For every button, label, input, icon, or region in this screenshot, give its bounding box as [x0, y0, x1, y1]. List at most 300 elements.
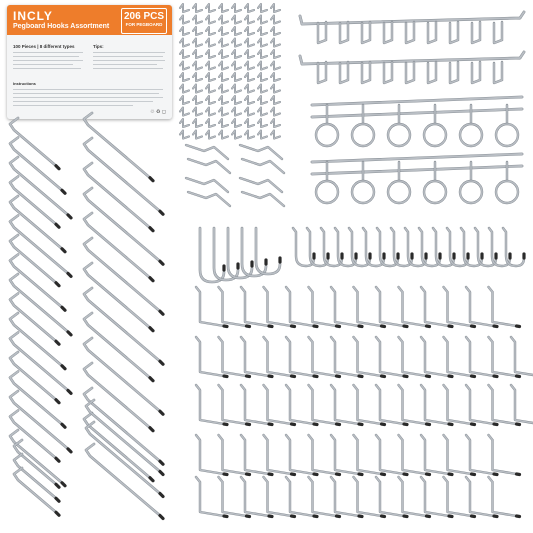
hook-tip: [472, 424, 475, 425]
l-hook-wire: [399, 435, 427, 474]
hook-tip: [62, 307, 65, 310]
l-hook-wire: [286, 385, 314, 424]
small-hook: [232, 39, 241, 47]
small-hook: [245, 96, 254, 104]
bar-rail: [300, 52, 524, 64]
bar-prong: [362, 22, 370, 43]
hook-tip: [292, 326, 295, 327]
l-hook-wire: [331, 287, 359, 326]
l-hook-row-2: [196, 337, 533, 377]
l-hook-wire: [264, 385, 292, 424]
hook-tip: [160, 411, 163, 414]
hook-tip: [150, 278, 153, 281]
l-hook: [489, 477, 520, 517]
small-hook: [193, 96, 202, 104]
l-hook-wire: [241, 337, 269, 376]
small-hook: [206, 4, 215, 12]
small-hook: [193, 62, 202, 70]
small-hook: [271, 62, 280, 70]
hook-tip: [314, 474, 317, 475]
bar-prong: [340, 22, 348, 43]
l-hook-wire: [219, 477, 247, 516]
long-hook: [84, 388, 163, 464]
double-bar-hooks: [300, 12, 524, 83]
small-hook: [232, 16, 241, 24]
hook-tip: [62, 366, 65, 369]
long-hook: [84, 338, 163, 414]
hook-tip: [427, 516, 430, 517]
small-hook: [180, 85, 189, 93]
l-hook-wire: [219, 435, 247, 474]
hook-tip: [269, 424, 272, 425]
hook-tip: [427, 376, 430, 377]
bar-prong: [384, 22, 392, 43]
small-hooks-grid: [180, 4, 280, 139]
l-hook-wire: [489, 287, 517, 326]
l-hook-wire: [309, 477, 337, 516]
small-hook: [258, 108, 267, 116]
small-hook: [258, 27, 267, 35]
hook-tip: [337, 516, 340, 517]
small-hook: [193, 73, 202, 81]
large-j-hook: [228, 228, 252, 278]
small-hook: [245, 50, 254, 58]
l-hook-wire: [241, 435, 269, 474]
l-hook-wire: [264, 287, 292, 326]
long-hook: [84, 288, 163, 364]
zigzag-clip-3: [186, 178, 230, 206]
l-hook-wire: [466, 337, 494, 376]
long-hook-wire: [10, 274, 68, 332]
l-hook-wire: [511, 337, 533, 376]
small-hook: [180, 131, 189, 139]
bar-prong: [318, 62, 326, 83]
j-hook-wire: [256, 228, 280, 274]
l-hook-wire: [444, 337, 472, 376]
hook-tip: [404, 326, 407, 327]
ring-rail: [312, 154, 522, 162]
hook-tip: [247, 326, 250, 327]
small-hook: [245, 108, 254, 116]
hook-tip: [160, 472, 163, 475]
l-hook-wire: [331, 435, 359, 474]
l-hook-wire: [219, 385, 247, 424]
small-hook: [206, 85, 215, 93]
hook-tip: [150, 178, 153, 181]
l-hook-wire: [331, 477, 359, 516]
hook-tip: [472, 474, 475, 475]
large-j-hook: [214, 228, 238, 280]
hook-tip: [224, 474, 227, 475]
hook-tip: [68, 332, 71, 335]
hook-tip: [404, 516, 407, 517]
l-hook-wire: [264, 435, 292, 474]
l-hook-wire: [489, 477, 517, 516]
hook-tip: [292, 424, 295, 425]
hook-tip: [337, 424, 340, 425]
hook-tip: [382, 474, 385, 475]
piece-count: 206 PCS: [123, 11, 165, 22]
l-hook-wire: [421, 435, 449, 474]
double-bar-hook-2: [300, 52, 524, 83]
small-hook: [271, 73, 280, 81]
j-hook-wire: [503, 228, 524, 266]
small-hook: [245, 85, 254, 93]
l-hook-wire: [421, 477, 449, 516]
hook-tip: [359, 424, 362, 425]
small-hook: [206, 73, 215, 81]
l-hook-wire: [399, 337, 427, 376]
small-hook: [271, 119, 280, 127]
l-hook-wire: [444, 287, 472, 326]
hook-tip: [68, 215, 71, 218]
hook-tip: [337, 376, 340, 377]
l-hooks-rows: [196, 287, 533, 517]
bar-prong: [450, 62, 458, 83]
l-hook-wire: [241, 477, 269, 516]
l-hook: [489, 287, 520, 327]
hook-tip: [269, 376, 272, 377]
l-hook-wire: [354, 477, 382, 516]
small-hook: [232, 119, 241, 127]
small-hook: [193, 119, 202, 127]
zigzag-clip-1: [186, 145, 230, 173]
small-hook: [232, 85, 241, 93]
l-hook-wire: [196, 385, 224, 424]
small-hook: [271, 131, 280, 139]
small-hook: [232, 96, 241, 104]
hook-tip: [494, 516, 497, 517]
hook-tip: [160, 494, 163, 497]
j-hook-wire: [200, 228, 224, 282]
hook-tip: [150, 378, 153, 381]
hook-tip: [359, 474, 362, 475]
small-hook: [193, 85, 202, 93]
l-hook-wire: [444, 477, 472, 516]
hook-tip: [292, 474, 295, 475]
small-hook: [206, 16, 215, 24]
l-hook-wire: [444, 385, 472, 424]
hook-tip: [404, 424, 407, 425]
long-hook: [84, 188, 163, 264]
hook-tip: [449, 376, 452, 377]
l-hook-wire: [421, 337, 449, 376]
hook-tip: [314, 424, 317, 425]
small-j-hook: [503, 228, 524, 266]
hook-tip: [427, 474, 430, 475]
hook-tip: [449, 424, 452, 425]
long-hook: [84, 138, 163, 214]
ring-rail: [312, 166, 522, 174]
hook-tip: [292, 516, 295, 517]
small-hook: [245, 4, 254, 12]
small-hook: [206, 27, 215, 35]
hook-tip: [224, 326, 227, 327]
small-hook: [180, 39, 189, 47]
l-hook-wire: [264, 477, 292, 516]
hook-tip: [494, 474, 497, 475]
hook-tip: [62, 483, 65, 486]
l-hook-row-1: [196, 287, 520, 327]
small-hook: [219, 4, 228, 12]
hook-tip: [517, 326, 520, 327]
bar-prong: [494, 22, 502, 43]
small-hook: [206, 62, 215, 70]
small-hook: [258, 119, 267, 127]
small-hook: [232, 73, 241, 81]
small-hook: [219, 85, 228, 93]
small-hook: [245, 62, 254, 70]
bar-prong: [494, 62, 502, 83]
hook-tip: [224, 424, 227, 425]
small-hook: [180, 50, 189, 58]
small-hook: [193, 27, 202, 35]
hook-tip: [62, 249, 65, 252]
l-hook-row-5: [196, 477, 520, 517]
small-hook: [193, 4, 202, 12]
j-hook-wire: [214, 228, 238, 280]
small-hook: [232, 131, 241, 139]
long-hook: [10, 157, 71, 218]
small-hook: [219, 108, 228, 116]
small-hook: [245, 27, 254, 35]
l-hook-wire: [489, 435, 517, 474]
hook-tip: [404, 376, 407, 377]
bar-prong: [362, 62, 370, 83]
hook-tip: [359, 326, 362, 327]
hook-tip: [160, 211, 163, 214]
double-bar-hook-1: [300, 12, 524, 43]
hook-tip: [56, 224, 59, 227]
small-hook: [206, 50, 215, 58]
small-hook: [232, 108, 241, 116]
hook-tip: [404, 474, 407, 475]
l-hook-wire: [511, 385, 533, 424]
hook-tip: [472, 326, 475, 327]
small-hook: [219, 73, 228, 81]
small-hook: [180, 96, 189, 104]
small-hook: [193, 131, 202, 139]
hook-tip: [150, 328, 153, 331]
l-hook-wire: [354, 287, 382, 326]
small-hook: [219, 131, 228, 139]
small-hook: [180, 73, 189, 81]
hook-tip: [247, 424, 250, 425]
large-j-hook: [200, 228, 224, 282]
hook-tip: [337, 326, 340, 327]
hook-tip: [150, 228, 153, 231]
hook-tip: [427, 326, 430, 327]
hook-tip: [160, 461, 163, 464]
long-hook: [84, 113, 153, 181]
long-hook: [10, 216, 71, 277]
l-hook-wire: [376, 477, 404, 516]
l-hook-wire: [466, 385, 494, 424]
hook-tip: [56, 484, 59, 487]
small-hook: [193, 50, 202, 58]
long-hook-wire: [10, 157, 68, 215]
long-hook: [10, 333, 71, 394]
hook-tip: [62, 424, 65, 427]
l-hook-wire: [309, 287, 337, 326]
hook-tip: [449, 516, 452, 517]
l-hook-wire: [309, 385, 337, 424]
l-hook-wire: [399, 477, 427, 516]
hook-tip: [292, 376, 295, 377]
hook-tip: [224, 516, 227, 517]
hook-tip: [427, 424, 430, 425]
small-hook: [219, 96, 228, 104]
long-hook-wire: [84, 113, 150, 178]
l-hook: [511, 337, 533, 377]
l-hook: [511, 385, 533, 425]
l-hook-wire: [466, 287, 494, 326]
instructions-heading: Instructions: [13, 81, 36, 86]
piece-count-subtitle: FOR PEGBOARD: [125, 22, 163, 27]
bar-prong: [428, 62, 436, 83]
box-column-heading-left: 100 Pieces | 8 different types: [13, 44, 75, 49]
l-hook-wire: [331, 385, 359, 424]
bar-prong: [318, 22, 326, 43]
small-hook: [180, 62, 189, 70]
small-hook: [258, 73, 267, 81]
small-hook: [193, 108, 202, 116]
hook-tip: [56, 341, 59, 344]
l-hook-wire: [241, 385, 269, 424]
bar-prong: [450, 22, 458, 43]
hook-tip: [56, 283, 59, 286]
bar-prong: [472, 22, 480, 43]
long-hook-wire: [10, 333, 68, 391]
small-hook: [219, 27, 228, 35]
l-hook-wire: [354, 435, 382, 474]
small-hook: [258, 50, 267, 58]
bar-prong: [472, 62, 480, 83]
l-hook-row-4: [196, 435, 520, 475]
hook-tip: [150, 428, 153, 431]
small-hook: [219, 16, 228, 24]
hook-tip: [517, 516, 520, 517]
small-hook: [206, 108, 215, 116]
hook-tip: [494, 326, 497, 327]
small-hook: [245, 16, 254, 24]
bar-rail: [300, 12, 524, 24]
product-title: Pegboard Hooks Assortment: [13, 23, 110, 30]
small-hook: [258, 39, 267, 47]
hook-tip: [160, 361, 163, 364]
hook-tip: [160, 516, 163, 519]
ring-rail: [312, 109, 522, 117]
small-hook: [206, 119, 215, 127]
small-hook: [245, 39, 254, 47]
l-hook-wire: [196, 435, 224, 474]
hook-tip: [160, 261, 163, 264]
small-hook: [271, 50, 280, 58]
small-hook: [219, 62, 228, 70]
ring-rail: [312, 97, 522, 105]
hook-tip: [68, 273, 71, 276]
hook-tip: [150, 478, 153, 481]
l-hook-wire: [489, 385, 517, 424]
ring-hook-strip-1: [312, 97, 522, 146]
hook-tip: [68, 449, 71, 452]
l-hook-wire: [196, 337, 224, 376]
small-hook: [271, 96, 280, 104]
small-hook: [245, 119, 254, 127]
bar-prong: [406, 62, 414, 83]
small-hook: [193, 16, 202, 24]
small-hook: [232, 62, 241, 70]
small-hook: [258, 4, 267, 12]
small-hook: [258, 131, 267, 139]
hook-tip: [382, 516, 385, 517]
l-hook-wire: [399, 287, 427, 326]
hook-tip: [337, 474, 340, 475]
small-hook: [180, 119, 189, 127]
l-hook-wire: [354, 385, 382, 424]
l-hook-wire: [376, 435, 404, 474]
l-hook-wire: [399, 385, 427, 424]
j-hook-wire: [228, 228, 252, 278]
small-hook: [258, 62, 267, 70]
hook-tip: [494, 376, 497, 377]
small-hook: [232, 50, 241, 58]
l-hook-wire: [196, 287, 224, 326]
hook-tip: [314, 516, 317, 517]
long-hook-wire: [84, 138, 160, 211]
small-hook: [245, 73, 254, 81]
long-hook-wire: [84, 238, 160, 311]
j-curved-hooks: [200, 228, 524, 282]
hook-tip: [56, 458, 59, 461]
small-hook: [232, 27, 241, 35]
long-hook-wire: [10, 216, 68, 274]
l-hook-wire: [421, 385, 449, 424]
l-hook-wire: [376, 287, 404, 326]
small-hook: [271, 16, 280, 24]
l-hook-wire: [241, 287, 269, 326]
hook-tip: [449, 474, 452, 475]
hook-tip: [517, 474, 520, 475]
l-hook-wire: [309, 337, 337, 376]
hook-tip: [269, 516, 272, 517]
hook-tip: [247, 516, 250, 517]
l-hook: [489, 435, 520, 475]
l-hook-wire: [286, 287, 314, 326]
box-column-heading-right: Tips:: [93, 44, 104, 49]
small-hook: [180, 4, 189, 12]
small-hook: [206, 96, 215, 104]
recycle-icons: ♲ ♻ ◻: [150, 109, 166, 115]
hook-tip: [247, 376, 250, 377]
hook-tip: [160, 311, 163, 314]
long-hook: [84, 238, 163, 314]
l-hook-wire: [466, 435, 494, 474]
brand-logo: INCLY: [13, 9, 53, 23]
hook-tip: [517, 424, 520, 425]
hook-tip: [56, 166, 59, 169]
l-hook-wire: [444, 435, 472, 474]
hook-tip: [56, 498, 59, 501]
l-hook-wire: [286, 435, 314, 474]
hook-tip: [269, 474, 272, 475]
zigzag-clip-2: [240, 145, 284, 173]
hook-tip: [472, 376, 475, 377]
hook-tip: [449, 326, 452, 327]
hook-tip: [62, 190, 65, 193]
l-hook-wire: [354, 337, 382, 376]
large-j-hook: [242, 228, 266, 276]
